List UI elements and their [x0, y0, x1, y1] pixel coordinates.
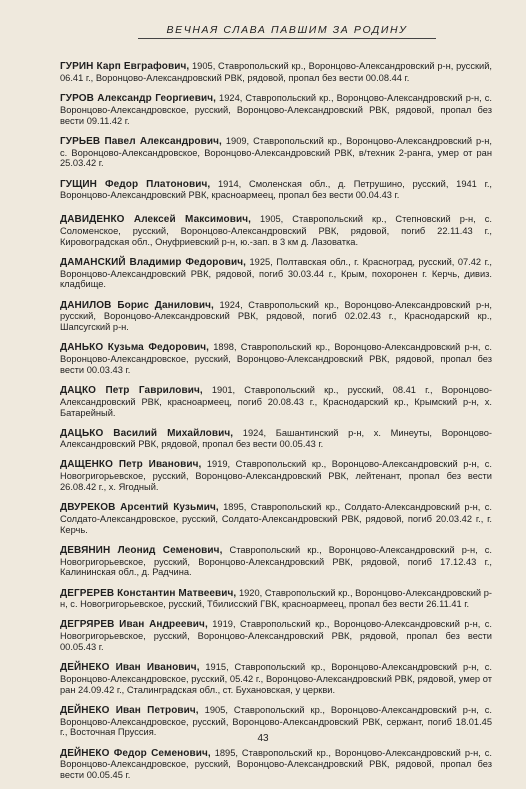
person-details: 1905, Ставропольский кр., Воронцово-Александровский р-н, с. Воронцово-Александровское, русский, Воронцово-Александровский РВК, сержант, погиб 18.01.45 г., Восточная Пруссия. [60, 704, 492, 738]
list-item [60, 748, 492, 781]
person-details: 1920, Ставропольский кр., Воронцово-Александровский р-н, с. Новогригорьевское, русский, Тбилисский ГВК, красноармеец, пропал без вести 26.11.41 г. [60, 587, 492, 610]
person-name: ДЕЙНЕКО Иван Иванович, [60, 662, 200, 674]
entry-list [60, 52, 492, 789]
list-item [60, 459, 492, 492]
person-name: ДАЦЬКО Василий Михайлович, [60, 427, 234, 439]
person-name: ДАМАНСКИЙ Владимир Федорович, [60, 256, 246, 268]
person-name: ГУРИН Карп Евграфович, [60, 61, 190, 73]
list-item [60, 588, 492, 611]
person-name: ДАЦКО Петр Гаврилович, [60, 384, 203, 396]
person-details: 1925, Полтавская обл., г. Красноград, русский, 07.42 г., Воронцово-Александровский РВК, рядовой, погиб 30.03.44 г., Крым, похоронен г. Керчь, дивиз. кладбище. [60, 256, 492, 290]
person-name: ДАЩЕНКО Петр Иванович, [60, 459, 202, 471]
list-item [60, 214, 492, 247]
person-name: ДЕГРЯРЕВ Иван Андреевич, [60, 619, 208, 631]
person-details: 1919, Ставропольский кр., Воронцово-Александровский р-н, с. Новогригорьевское, русский, Воронцово-Александровский РВК, рядовой, пропал без вести 00.05.43 г. [60, 619, 492, 653]
list-item [60, 61, 492, 84]
person-name: ДВУРЕКОВ Арсентий Кузьмич, [60, 502, 219, 514]
person-details: Ставропольский кр., Воронцово-Александровский р-н, с. Новогригорьевское, русский, Воронцово-Александровский РВК, рядовой, погиб 17.12.43 г., Калининская обл., д. Радчина. [60, 544, 492, 578]
person-name: ДЕЙНЕКО Федор Семенович, [60, 747, 211, 759]
person-details: 1905, Ставропольский кр., Степновский р-н, с. Соломенское, русский, Воронцово-Александровский РВК, рядовой, погиб 22.11.43 г., Кировоградская обл., Онуфриевский р-н, ю.-зап. в 3 км д. Лазоватка. [60, 214, 492, 247]
running-header: ВЕЧНАЯ СЛАВА ПАВШИМ ЗА РОДИНУ [138, 24, 436, 39]
person-details: 1914, Смоленская обл., д. Петрушино, русский, 1941 г., Воронцово-Александровский РВК, красноармеец, пропал без вести 00.04.43 г. [60, 178, 492, 201]
list-item [60, 545, 492, 578]
list-item [60, 136, 492, 169]
person-details: 1895, Ставропольский кр., Воронцово-Александровский р-н, с. Воронцово-Александровское, русский, Воронцово-Александровский РВК, рядовой, пропал без вести 00.05.45 г. [60, 747, 492, 781]
person-name: ГУЩИН Федор Платонович, [60, 178, 211, 190]
person-details: 1909, Ставропольский кр., Воронцово-Александровский р-н, с. Воронцово-Александровское, Воронцово-Александровский РВК, в/техник 2-ранга, умер от ран 25.03.42 г. [60, 135, 492, 169]
list-item [60, 502, 492, 535]
list-item [60, 428, 492, 451]
list-item [60, 385, 492, 418]
list-item [60, 662, 492, 695]
list-item [60, 300, 492, 333]
list-item [60, 179, 492, 202]
person-details: 1915, Ставропольский кр., Воронцово-Александровский р-н, с. Воронцово-Александровское, русский, 05.42 г., Воронцово-Александровский РВК, рядовой, умер от ран 24.09.42 г., Сталинградская обл., ст. Бухановская, у церкви. [60, 662, 492, 695]
person-details: 1924, Башантинский р-н, х. Минеуты, Воронцово-Александровский РВК, рядовой, пропал без вести 00.05.43 г. [60, 427, 492, 450]
person-name: ДЕВЯНИН Леонид Семенович, [60, 544, 223, 556]
person-name: ДЕЙНЕКО Иван Петрович, [60, 704, 199, 716]
list-item [60, 93, 492, 126]
person-details: 1905, Ставропольский кр., Воронцово-Александровский р-н, русский, 06.41 г., Воронцово-Александровский РВК, рядовой, пропал без вести 00.08.44 г. [60, 61, 493, 84]
person-name: ДАНИЛОВ Борис Данилович, [60, 299, 214, 311]
person-details: 1924, Ставропольский кр., Воронцово-Александровский р-н, с. Воронцово-Александровское, русский, Воронцово-Александровский РВК, рядовой, пропал без вести 09.11.42 г. [60, 93, 492, 126]
person-name: ДАВИДЕНКО Алексей Максимович, [60, 214, 251, 226]
list-item [60, 619, 492, 652]
list-item [60, 257, 492, 290]
person-details: 1924, Ставропольский кр., Воронцово-Александровский р-н, русский, Воронцово-Александровский РВК, рядовой, погиб 02.02.43 г., Краснодарский кр., Шапсугский р-н. [60, 299, 492, 333]
person-name: ГУРЬЕВ Павел Александрович, [60, 135, 222, 147]
page-number: 43 [257, 733, 269, 744]
list-item [60, 342, 492, 375]
person-name: ДЕГРЕРЕВ Константин Матвеевич, [60, 587, 237, 599]
person-name: ГУРОВ Александр Георгиевич, [60, 93, 216, 105]
person-name: ДАНЬКО Кузьма Федорович, [60, 342, 210, 354]
person-details: 1901, Ставропольский кр., русский, 08.41 г., Воронцово-Александровский РВК, красноармеец, погиб 20.08.43 г., Краснодарский кр., Крымский р-н, х. Батарейный. [60, 384, 492, 418]
person-details: 1898, Ставропольский кр., Воронцово-Александровский р-н, с. Воронцово-Александровское, русский, Воронцово-Александровский РВК, рядовой, пропал без вести 00.03.43 г. [60, 342, 492, 375]
person-details: 1919, Ставропольский кр., Воронцово-Александровский р-н, с. Новогригорьевское, русский, Воронцово-Александровский РВК, лейтенант, пропал без вести 26.08.42 г., х. Ягодный. [60, 459, 492, 493]
person-details: 1895, Ставропольский кр., Солдато-Александровский р-н, с. Солдато-Александровское, русский, Солдато-Александровский РВК, рядовой, погиб 20.03.42 г., г. Керчь. [60, 502, 492, 535]
